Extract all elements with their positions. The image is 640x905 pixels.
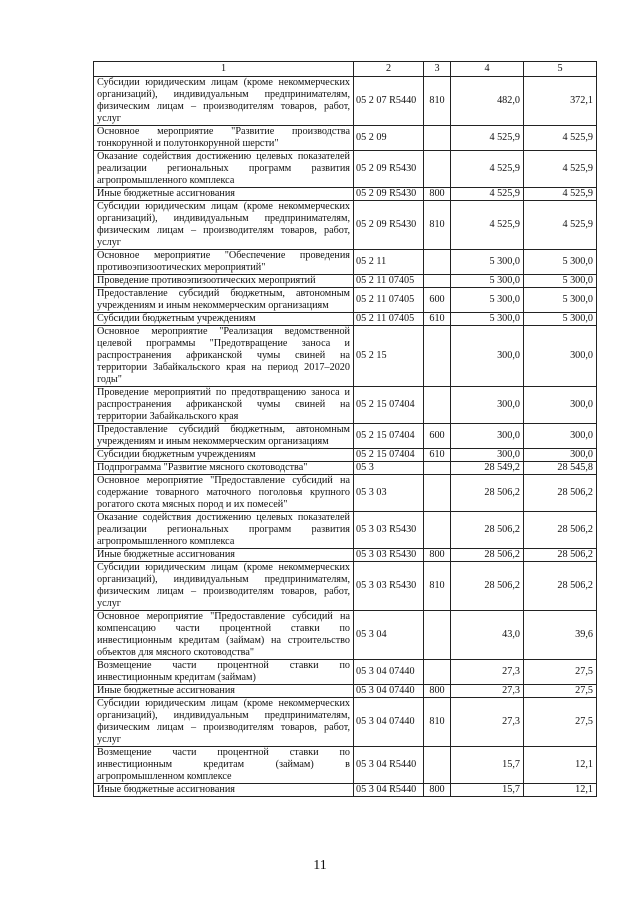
cell-amount-1: 28 506,2 [451, 512, 524, 549]
table-row [94, 784, 597, 797]
cell-expense-type [424, 126, 451, 151]
cell-amount-2: 300,0 [524, 449, 597, 462]
cell-amount-2: 28 506,2 [524, 549, 597, 562]
cell-amount-2: 27,5 [524, 685, 597, 698]
cell-amount-2: 5 300,0 [524, 313, 597, 326]
cell-amount-1: 300,0 [451, 449, 524, 462]
cell-code: 05 3 04 R5440 [354, 747, 424, 784]
cell-amount-2: 5 300,0 [524, 288, 597, 313]
cell-amount-1: 300,0 [451, 387, 524, 424]
cell-name: Иные бюджетные ассигнования [94, 549, 354, 562]
cell-name: Субсидии бюджетным учреждениям [94, 313, 354, 326]
cell-amount-2: 28 506,2 [524, 512, 597, 549]
cell-amount-2: 372,1 [524, 77, 597, 126]
cell-amount-2: 4 525,9 [524, 188, 597, 201]
cell-amount-1: 5 300,0 [451, 313, 524, 326]
table-row [94, 747, 597, 784]
cell-code: 05 3 04 R5440 [354, 784, 424, 797]
cell-amount-2: 28 506,2 [524, 562, 597, 611]
cell-expense-type: 800 [424, 784, 451, 797]
cell-expense-type [424, 475, 451, 512]
table-row [94, 313, 597, 326]
table-row [94, 449, 597, 462]
cell-expense-type [424, 151, 451, 188]
cell-amount-2: 12,1 [524, 784, 597, 797]
table-row [94, 462, 597, 475]
table-row [94, 201, 597, 250]
page-number: 11 [313, 858, 327, 873]
cell-code: 05 2 11 07405 [354, 288, 424, 313]
table-row [94, 387, 597, 424]
cell-expense-type: 610 [424, 313, 451, 326]
cell-amount-2: 39,6 [524, 611, 597, 660]
header-row [94, 62, 597, 77]
budget-table [93, 61, 597, 797]
cell-expense-type: 800 [424, 685, 451, 698]
cell-amount-2: 5 300,0 [524, 250, 597, 275]
cell-amount-1: 15,7 [451, 747, 524, 784]
cell-code: 05 2 09 R5430 [354, 188, 424, 201]
table-row [94, 475, 597, 512]
cell-amount-1: 300,0 [451, 326, 524, 387]
cell-expense-type [424, 326, 451, 387]
cell-amount-2: 4 525,9 [524, 151, 597, 188]
cell-amount-1: 4 525,9 [451, 188, 524, 201]
cell-amount-1: 482,0 [451, 77, 524, 126]
cell-expense-type: 810 [424, 201, 451, 250]
cell-name: Иные бюджетные ассигнования [94, 685, 354, 698]
column-header-expense-type: 3 [424, 62, 451, 77]
cell-expense-type [424, 611, 451, 660]
cell-expense-type [424, 250, 451, 275]
cell-expense-type: 810 [424, 698, 451, 747]
cell-amount-1: 4 525,9 [451, 126, 524, 151]
cell-expense-type [424, 512, 451, 549]
cell-code: 05 2 11 07405 [354, 313, 424, 326]
table-row [94, 250, 597, 275]
table-row [94, 326, 597, 387]
cell-code: 05 2 11 07405 [354, 275, 424, 288]
cell-amount-1: 4 525,9 [451, 151, 524, 188]
cell-amount-1: 27,3 [451, 685, 524, 698]
table-row [94, 126, 597, 151]
cell-name: Основное мероприятие "Обеспечение проведения противоэпизоотических мероприятий" [94, 250, 354, 275]
column-header-amount-1: 4 [451, 62, 524, 77]
cell-amount-2: 12,1 [524, 747, 597, 784]
cell-code: 05 2 11 [354, 250, 424, 275]
cell-name: Проведение мероприятий по предотвращению заноса и распространения африканской чумы свиней на территории Забайкальского края [94, 387, 354, 424]
cell-expense-type: 610 [424, 449, 451, 462]
cell-amount-2: 5 300,0 [524, 275, 597, 288]
cell-name: Проведение противоэпизоотических мероприятий [94, 275, 354, 288]
cell-amount-2: 27,5 [524, 660, 597, 685]
table-row [94, 77, 597, 126]
column-header-code: 2 [354, 62, 424, 77]
cell-code: 05 2 09 R5430 [354, 201, 424, 250]
cell-code: 05 2 15 07404 [354, 449, 424, 462]
cell-name: Субсидии юридическим лицам (кроме некоммерческих организаций), индивидуальным предпринимателям, физическим лицам – производителям товаров, работ, услуг [94, 201, 354, 250]
cell-code: 05 2 15 07404 [354, 424, 424, 449]
cell-amount-1: 5 300,0 [451, 250, 524, 275]
cell-amount-1: 4 525,9 [451, 201, 524, 250]
table-row [94, 549, 597, 562]
cell-amount-1: 300,0 [451, 424, 524, 449]
cell-amount-1: 15,7 [451, 784, 524, 797]
cell-name: Иные бюджетные ассигнования [94, 784, 354, 797]
cell-amount-1: 27,3 [451, 698, 524, 747]
cell-name: Возмещение части процентной ставки по инвестиционным кредитам (займам) [94, 660, 354, 685]
cell-expense-type [424, 462, 451, 475]
table-body [94, 77, 597, 797]
cell-name: Подпрограмма "Развитие мясного скотоводства" [94, 462, 354, 475]
cell-code: 05 2 15 [354, 326, 424, 387]
cell-amount-1: 27,3 [451, 660, 524, 685]
table-row [94, 151, 597, 188]
cell-amount-1: 28 506,2 [451, 549, 524, 562]
cell-expense-type: 800 [424, 188, 451, 201]
table-row [94, 275, 597, 288]
cell-amount-1: 5 300,0 [451, 275, 524, 288]
cell-name: Оказание содействия достижению целевых показателей реализации региональных программ развития агропромышленного комплекса [94, 151, 354, 188]
cell-name: Субсидии юридическим лицам (кроме некоммерческих организаций), индивидуальным предпринимателям, физическим лицам – производителям товаров, работ, услуг [94, 698, 354, 747]
cell-amount-1: 43,0 [451, 611, 524, 660]
cell-amount-2: 300,0 [524, 326, 597, 387]
cell-expense-type [424, 387, 451, 424]
cell-name: Субсидии юридическим лицам (кроме некоммерческих организаций), индивидуальным предпринимателям, физическим лицам – производителям товаров, работ, услуг [94, 77, 354, 126]
cell-code: 05 3 03 R5430 [354, 512, 424, 549]
table-row [94, 611, 597, 660]
cell-amount-2: 4 525,9 [524, 126, 597, 151]
cell-code: 05 3 03 [354, 475, 424, 512]
cell-amount-2: 28 506,2 [524, 475, 597, 512]
cell-amount-2: 300,0 [524, 387, 597, 424]
cell-expense-type: 810 [424, 562, 451, 611]
cell-code: 05 3 03 R5430 [354, 562, 424, 611]
cell-name: Субсидии бюджетным учреждениям [94, 449, 354, 462]
table-row [94, 660, 597, 685]
column-header-amount-2: 5 [524, 62, 597, 77]
cell-code: 05 3 04 [354, 611, 424, 660]
cell-code: 05 2 07 R5440 [354, 77, 424, 126]
cell-expense-type: 810 [424, 77, 451, 126]
cell-amount-1: 28 506,2 [451, 475, 524, 512]
table-row [94, 685, 597, 698]
cell-name: Иные бюджетные ассигнования [94, 188, 354, 201]
cell-name: Основное мероприятие "Предоставление субсидий на компенсацию части процентной ставки по инвестиционным кредитам (займам) на строительство объектов для мясного скотоводства" [94, 611, 354, 660]
cell-code: 05 3 04 07440 [354, 685, 424, 698]
cell-name: Возмещение части процентной ставки по инвестиционным кредитам (займам) в агропромышленном комплексе [94, 747, 354, 784]
column-header-name: 1 [94, 62, 354, 77]
cell-expense-type [424, 660, 451, 685]
cell-expense-type: 800 [424, 549, 451, 562]
table-row [94, 562, 597, 611]
cell-amount-2: 4 525,9 [524, 201, 597, 250]
table-row [94, 512, 597, 549]
cell-amount-2: 27,5 [524, 698, 597, 747]
cell-code: 05 2 15 07404 [354, 387, 424, 424]
cell-amount-2: 300,0 [524, 424, 597, 449]
cell-expense-type: 600 [424, 424, 451, 449]
table-row [94, 698, 597, 747]
cell-expense-type [424, 747, 451, 784]
cell-name: Основное мероприятие "Развитие производства тонкорунной и полутонкорунной шерсти" [94, 126, 354, 151]
table-row [94, 424, 597, 449]
cell-name: Предоставление субсидий бюджетным, автономным учреждениям и иным некоммерческим организациям [94, 288, 354, 313]
cell-amount-1: 5 300,0 [451, 288, 524, 313]
cell-name: Субсидии юридическим лицам (кроме некоммерческих организаций), индивидуальным предпринимателям, физическим лицам – производителям товаров, работ, услуг [94, 562, 354, 611]
cell-code: 05 2 09 [354, 126, 424, 151]
cell-code: 05 3 04 07440 [354, 660, 424, 685]
cell-code: 05 2 09 R5430 [354, 151, 424, 188]
cell-amount-1: 28 506,2 [451, 562, 524, 611]
cell-expense-type: 600 [424, 288, 451, 313]
table-row [94, 288, 597, 313]
cell-code: 05 3 04 07440 [354, 698, 424, 747]
cell-expense-type [424, 275, 451, 288]
cell-amount-1: 28 549,2 [451, 462, 524, 475]
cell-name: Оказание содействия достижению целевых показателей реализации региональных программ развития агропромышленного комплекса [94, 512, 354, 549]
cell-name: Основное мероприятие "Реализация ведомственной целевой программы "Предотвращение заноса и распространения африканской чумы свиней на территории Забайкальского края на период 2017–2020 годы" [94, 326, 354, 387]
table-row [94, 188, 597, 201]
cell-amount-2: 28 545,8 [524, 462, 597, 475]
cell-code: 05 3 [354, 462, 424, 475]
cell-code: 05 3 03 R5430 [354, 549, 424, 562]
cell-name: Основное мероприятие "Предоставление субсидий на содержание товарного маточного поголовья крупного рогатого скота мясных пород и их помесей" [94, 475, 354, 512]
cell-name: Предоставление субсидий бюджетным, автономным учреждениям и иным некоммерческим организациям [94, 424, 354, 449]
